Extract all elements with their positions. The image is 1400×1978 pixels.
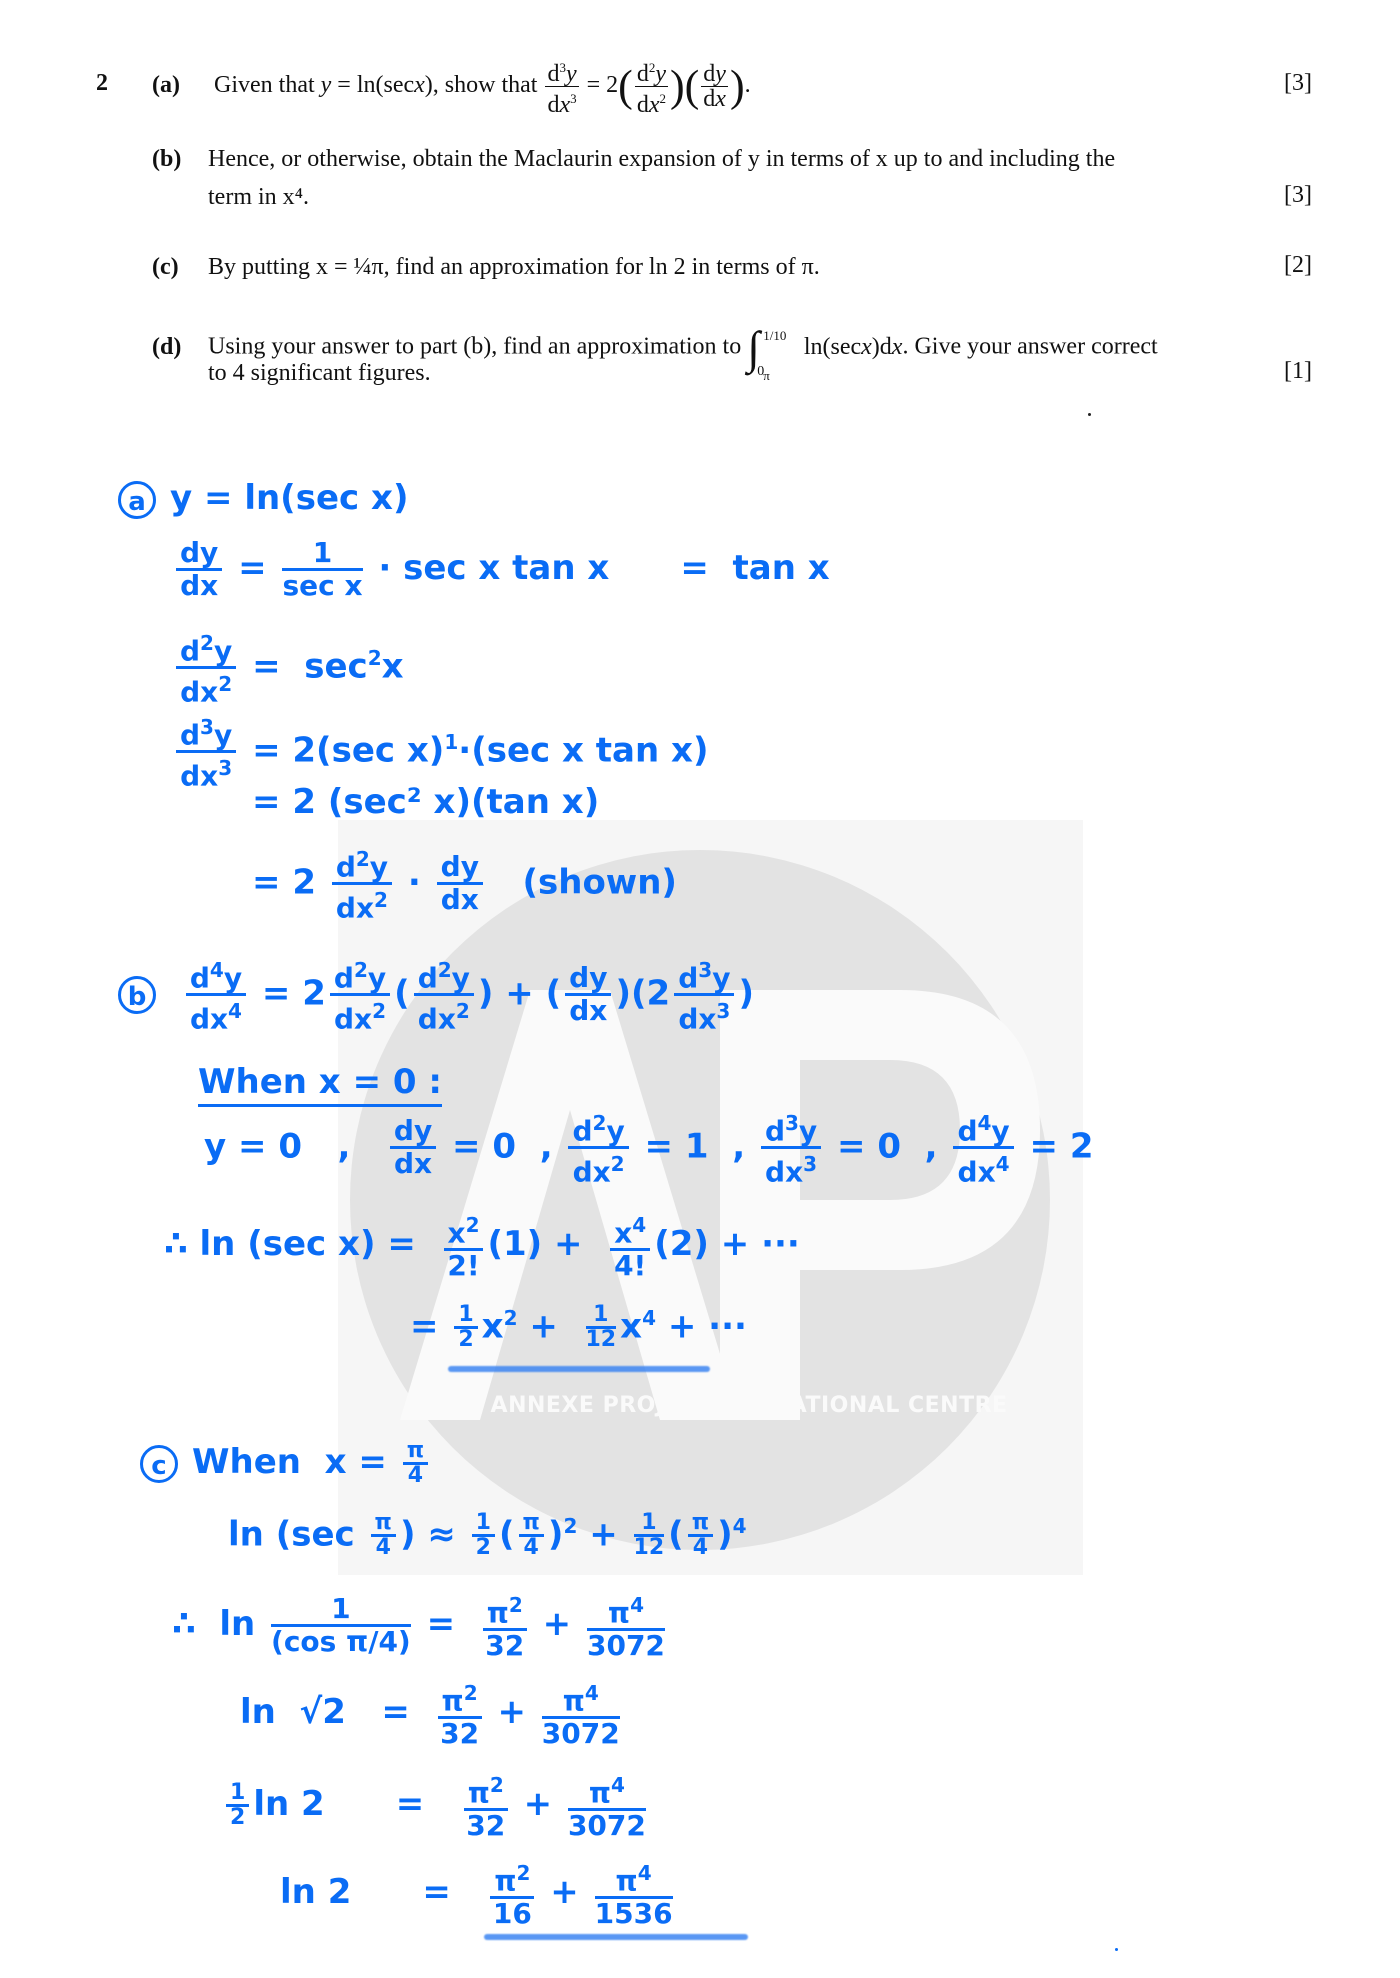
- solution-a-line4: $\frac{d^3y}{dx^3}$ = 2(sec x)$^1$·(sec x tan x): [172, 712, 709, 792]
- badge-c: c: [140, 1445, 178, 1483]
- solution-b-result: = $\frac{1}{2}$ $x^2$ + $\frac{1}{12}$ $x^4$ + ···: [410, 1302, 747, 1353]
- solution-c-line2: ln (sec $\frac{\pi}{4}$ ) ≈ $\frac{1}{2}$ ( $\frac{\pi}{4}$ )$^2$ + $\frac{1}{12}$ ( $\frac{\pi}{4}$ )$^4$: [228, 1510, 747, 1561]
- question-part-a: (a) Given that y = ln(secx), show that $\frac{d^3y}{dx^3}$ = 2( $\frac{d^2y}{dx^2}$ )( $\frac{dy}{dx}$ ).: [152, 56, 751, 117]
- question-number: 2: [96, 70, 108, 96]
- part-a-text: Given that y = ln(secx), show that: [214, 72, 538, 99]
- marks-c: [2]: [1284, 252, 1312, 278]
- solution-a-line5: = 2 (sec² x)(tan x): [252, 782, 600, 822]
- part-b-line1: Hence, or otherwise, obtain the Maclaurin expansion of y in terms of x up to and including the: [208, 146, 1116, 172]
- dy-dx-fraction: $\frac{dy}{dx}$: [176, 538, 222, 601]
- part-label-d: (d): [152, 333, 182, 360]
- solution-a-line2: $\frac{dy}{dx}$ = 1 sec x · sec x tan x = tan x: [172, 538, 830, 601]
- part-d-line1: Using your answer to part (b), find an approximation to: [208, 333, 742, 360]
- solution-c-line1: c When x = $\frac{\pi}{4}$: [140, 1440, 432, 1487]
- solution-c-line4: ln √2 = $\frac{\pi^2}{32}$ + $\frac{\pi^4}{3072}$: [240, 1678, 624, 1749]
- watermark-text: THE ANNEXE PROJECT EDUCATIONAL CENTRE: [432, 1393, 1008, 1418]
- solution-a-line1: a y = ln(sec x): [118, 478, 408, 519]
- stray-dot: [1088, 413, 1091, 416]
- part-b-line2: term in x⁴.: [208, 184, 310, 210]
- part-d-line1-after: . Give your answer correct: [902, 333, 1158, 360]
- badge-a: a: [118, 481, 156, 519]
- one-over-secx-fraction: 1 sec x: [282, 536, 363, 602]
- part-d-line2: to 4 significant figures.: [208, 360, 431, 386]
- question-part-c: [152, 252, 820, 282]
- part-c-text: By putting x = ¼π, find an approximation for ln 2 in terms of π.: [208, 254, 820, 280]
- stray-dot-blue: [1115, 1948, 1118, 1951]
- solution-b-line1: b $\frac{d^4y}{dx^4}$ = 2 $\frac{d^2y}{dx^2}$ ( $\frac{d^2y}{dx^2}$ ) + ( $\frac{dy}{dx}$ )(2 $\frac{d^3y}{dx^3}$ ): [118, 955, 754, 1035]
- part-label-c: (c): [152, 254, 179, 280]
- solution-c-line6: ln 2 = $\frac{\pi^2}{16}$ + $\frac{\pi^4}{1536}$: [280, 1858, 677, 1929]
- marks-d: [1]: [1284, 358, 1312, 384]
- part-label-a: (a): [152, 72, 180, 99]
- solution-a-line3: $\frac{d^2y}{dx^2}$ = $\sec^2x$: [172, 628, 404, 708]
- solution-c-line3: ∴ ln $\frac{1}{\text{(cos π/4)}}$ = $\frac{\pi^2}{32}$ + $\frac{\pi^4}{3072}$: [172, 1590, 669, 1661]
- solution-b-values: y = 0 , $\frac{dy}{dx}$ = 0 , $\frac{d^2y}{dx^2}$ = 1 , $\frac{d^3y}{dx^3}$ = 0 , $\frac{d^4y}{dx^4}$ = 2: [204, 1108, 1094, 1188]
- first-derivative-fraction: $\frac{dy}{dx}$: [703, 61, 726, 112]
- solution-a-line6: = 2 $\frac{d^2y}{dx^2}$ · $\frac{dy}{dx}$ (shown): [252, 844, 677, 924]
- solution-c-line5: $\frac{1}{2}$ ln 2 = $\frac{\pi^2}{32}$ + $\frac{\pi^4}{3072}$: [222, 1770, 650, 1841]
- question-part-b: [152, 144, 1312, 174]
- badge-b: b: [118, 976, 156, 1014]
- integrand: ln(secx)dx: [803, 333, 903, 360]
- marks-b: [3]: [1284, 182, 1312, 208]
- second-derivative-fraction: $\frac{d^2y}{dx^2}$: [635, 56, 668, 117]
- solution-b-series: ∴ ln (sec x) = $\frac{x^2}{2!}$ (1) + $\frac{x^4}{4!}$ (2) + ···: [164, 1210, 800, 1281]
- integral-sign-icon: ∫ 1/10 π 0: [747, 322, 787, 383]
- solution-b-when-x0: When x = 0 :: [198, 1062, 442, 1102]
- answer-underline-b: [448, 1366, 710, 1372]
- third-derivative-fraction: $\frac{d^3y}{dx^3}$: [545, 56, 578, 117]
- marks-a: [3]: [1284, 70, 1312, 96]
- answer-underline-c: [484, 1934, 748, 1940]
- part-label-b: (b): [152, 146, 182, 172]
